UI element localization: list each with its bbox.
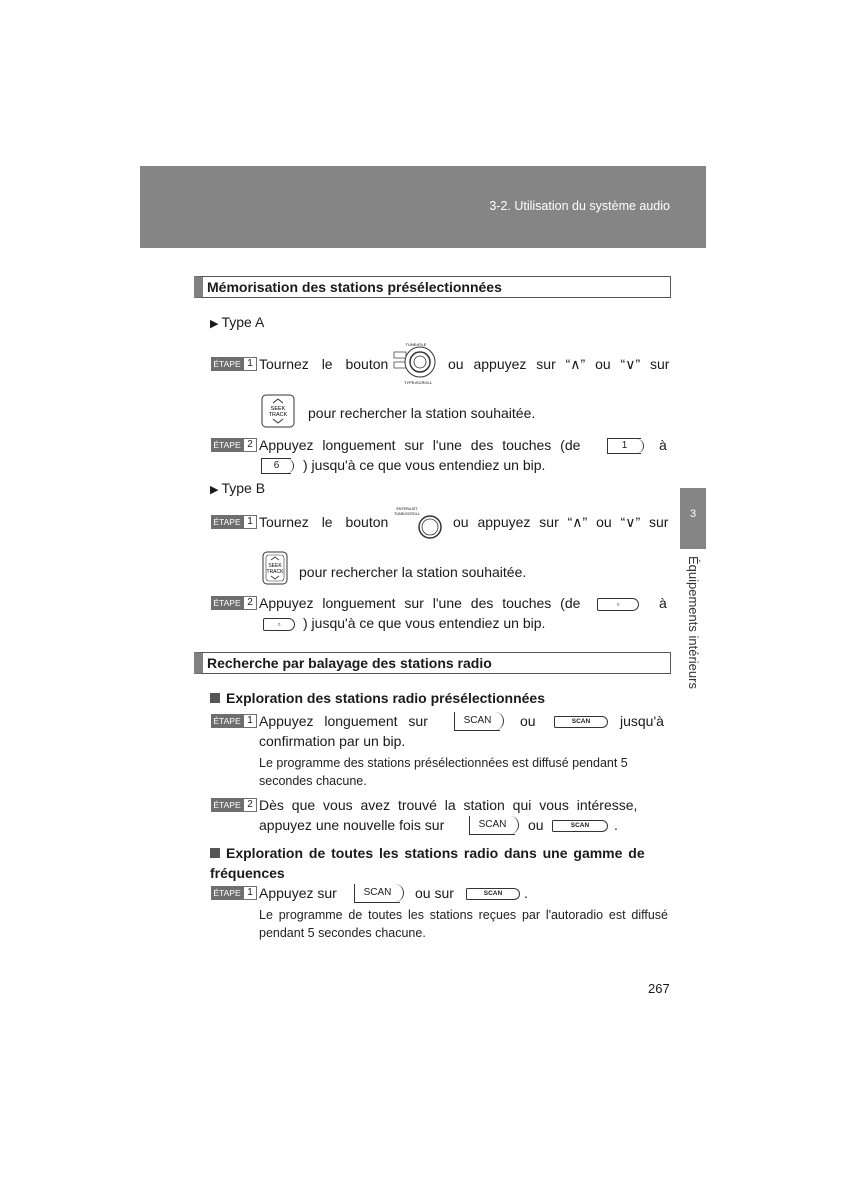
step-badge xyxy=(211,357,257,371)
triangle-bullet-icon: ▶ xyxy=(210,484,219,496)
triangle-bullet-icon: ▶ xyxy=(210,318,219,330)
knob-bottom-label: TYPE•SCROLL xyxy=(404,380,432,385)
square-bullet-icon xyxy=(210,848,220,858)
tune-knob-icon xyxy=(392,338,440,386)
step-label: ÉTAPE xyxy=(211,438,243,452)
step-number: 2 xyxy=(243,798,257,812)
step-badge xyxy=(211,886,257,900)
step-label: ÉTAPE xyxy=(211,798,243,812)
preset-button-6-icon: 6 xyxy=(261,458,291,474)
step-text: ) jusqu'à ce que vous entendiez un bip. xyxy=(303,457,546,473)
step-text: pour rechercher la station souhaitée. xyxy=(299,564,527,580)
scan-button-icon: SCAN xyxy=(469,816,515,835)
subheading-text: Exploration de toutes les stations radio dans une gamme de fréquences xyxy=(210,845,645,881)
step-text: Tournez le bouton xyxy=(259,356,389,372)
step-text: à xyxy=(659,595,667,611)
preset-button-icon: ▫ xyxy=(597,598,639,611)
step-text: Appuyez longuement sur l'une des touches (de xyxy=(259,595,581,611)
page-number: 267 xyxy=(648,981,670,996)
track-label: TRACK xyxy=(268,412,288,418)
step-badge xyxy=(211,596,257,610)
step-text: ) jusqu'à ce que vous entendiez un bip. xyxy=(303,615,546,631)
square-bullet-icon xyxy=(210,693,220,703)
preset-button-icon: ▫ xyxy=(263,618,295,631)
step-text: ou appuyez sur “∧” ou “∨” sur xyxy=(453,514,669,530)
step-text: Appuyez longuement sur l'une des touches (de xyxy=(259,437,581,453)
tune-scroll-knob-icon xyxy=(393,505,443,541)
seek-label: SEEK xyxy=(270,406,286,412)
section-heading-text: Recherche par balayage des stations radio xyxy=(207,655,492,671)
step-note: Le programme de toutes les stations reçues par l'autoradio est diffusé pendant 5 secondes chacune. xyxy=(259,908,668,940)
step-label: ÉTAPE xyxy=(211,886,243,900)
type-label: Type B xyxy=(221,480,266,496)
knob-label: ENTER•LIST xyxy=(396,507,418,511)
knob-label: TUNE•SCROLL xyxy=(394,512,420,516)
seek-track-button-icon xyxy=(262,551,288,585)
chapter-number: 3 xyxy=(689,508,697,520)
step-text: ou sur xyxy=(415,885,454,901)
step-number: 2 xyxy=(243,596,257,610)
step-note: Le programme des stations présélectionnées est diffusé pendant 5 secondes chacune. xyxy=(259,756,628,788)
step-text: ou xyxy=(528,817,544,833)
step-label: ÉTAPE xyxy=(211,596,243,610)
step-text: ou appuyez sur “∧” ou “∨” sur xyxy=(448,356,670,372)
step-text: ou xyxy=(520,713,536,729)
step-number: 1 xyxy=(243,515,257,529)
step-label: ÉTAPE xyxy=(211,714,243,728)
chapter-title: 3-2. Utilisation du système audio xyxy=(489,199,670,213)
step-number: 1 xyxy=(243,357,257,371)
step-badge xyxy=(211,438,257,452)
step-badge xyxy=(211,714,257,728)
type-label: Type A xyxy=(221,314,265,330)
step-label: ÉTAPE xyxy=(211,357,243,371)
scan-button-icon: SCAN xyxy=(454,712,500,731)
step-label: ÉTAPE xyxy=(211,515,243,529)
step-text: Dès que vous avez trouvé la station qui vous intéresse, xyxy=(259,797,638,813)
section-heading-scan xyxy=(194,652,671,674)
preset-button-1-icon: 1 xyxy=(607,438,641,454)
chapter-tab-label: Équipements intérieurs xyxy=(686,556,701,689)
scan-button-icon: SCAN xyxy=(552,820,608,832)
step-text: pour rechercher la station souhaitée. xyxy=(308,405,536,421)
seek-label: SEEK xyxy=(268,563,282,569)
seek-track-button-icon xyxy=(261,394,295,428)
step-text: Appuyez sur xyxy=(259,885,337,901)
step-text: . xyxy=(614,817,618,833)
section-heading-text: Mémorisation des stations présélectionnées xyxy=(207,279,502,295)
step-text: Appuyez longuement sur xyxy=(259,713,428,729)
subheading xyxy=(210,843,668,883)
type-b-heading xyxy=(210,480,265,496)
section-heading-presets xyxy=(194,276,671,298)
step-text: . xyxy=(524,885,528,901)
type-a-heading xyxy=(210,314,264,330)
step-badge xyxy=(211,798,257,812)
step-text: Tournez le bouton xyxy=(259,514,389,530)
knob-top-label: TUNE•FILE xyxy=(405,342,427,347)
step-text: jusqu'à xyxy=(620,713,664,729)
scan-button-icon: SCAN xyxy=(554,716,608,728)
track-label: TRACK xyxy=(266,569,284,575)
step-text: appuyez une nouvelle fois sur xyxy=(259,817,445,833)
step-badge xyxy=(211,515,257,529)
step-number: 1 xyxy=(243,714,257,728)
scan-button-icon: SCAN xyxy=(466,888,520,900)
chapter-header xyxy=(140,166,706,248)
step-text: à xyxy=(659,437,667,453)
subheading-text: Exploration des stations radio présélectionnées xyxy=(226,690,545,706)
scan-button-icon: SCAN xyxy=(354,884,400,903)
subheading xyxy=(210,690,545,706)
step-text: confirmation par un bip. xyxy=(259,733,406,749)
chapter-tab xyxy=(680,488,706,549)
step-number: 1 xyxy=(243,886,257,900)
step-number: 2 xyxy=(243,438,257,452)
